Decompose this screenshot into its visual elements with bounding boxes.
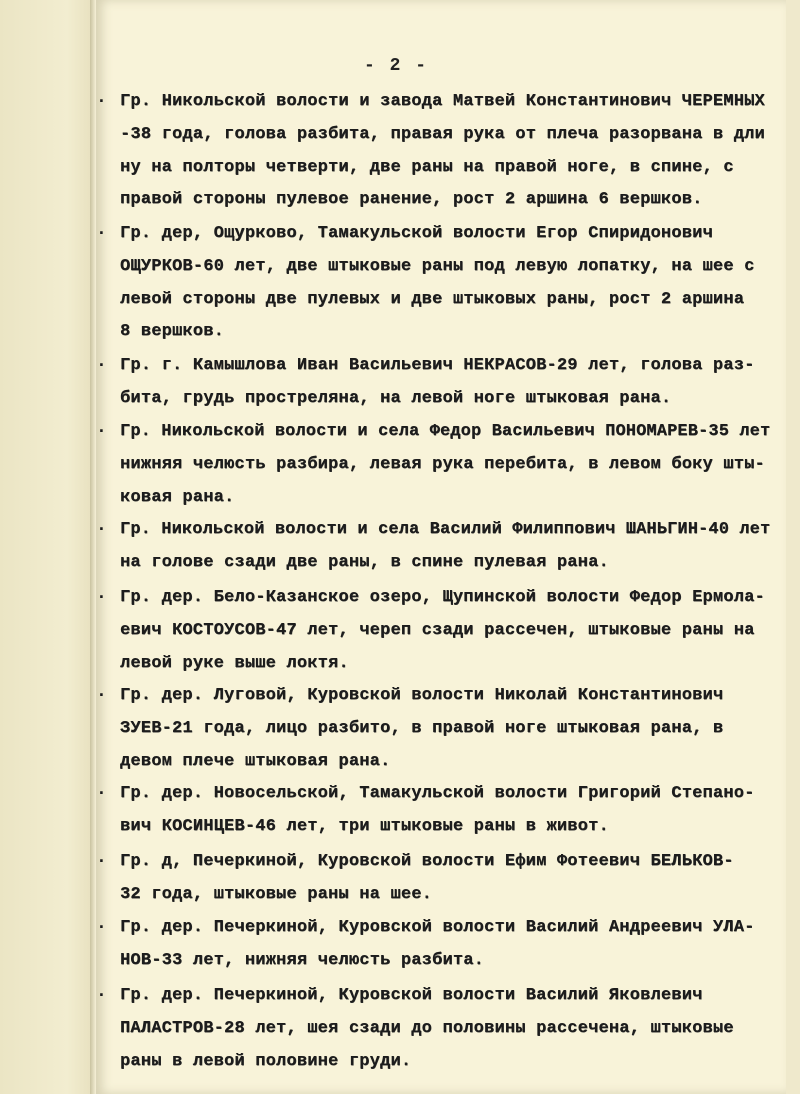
entry-line: ЗУЕВ-21 года, лицо разбито, в правой ноге штыковая рана, в — [120, 718, 724, 738]
entry-line: девом плече штыковая рана. — [120, 751, 391, 771]
entry-bullet: . — [96, 418, 107, 438]
entry-line: 8 вершков. — [120, 322, 225, 342]
entry-line: левой руке выше локтя. — [120, 653, 349, 673]
entry-line: Гр. дер. Печеркиной, Куровской волости Василий Яковлевич — [120, 986, 703, 1005]
entry-line: 32 года, штыковые раны на шее. — [120, 884, 433, 904]
entry-bullet: . — [96, 780, 107, 800]
entry-line: на голове сзади две раны, в спине пулевая рана. — [120, 552, 609, 572]
entry-line: нижняя челюсть разбира, левая рука перебита, в левом боку шты- — [120, 454, 765, 474]
entry-line: ОЩУРКОВ-60 лет, две штыковые раны под левую лопатку, на шее с — [120, 256, 755, 276]
entry-bullet: . — [96, 220, 107, 240]
entry-line: Гр. дер. Луговой, Куровской волости Николай Константинович — [120, 686, 724, 705]
entry-bullet: . — [96, 516, 107, 536]
entry-bullet: . — [96, 584, 107, 604]
entry-line: евич КОСТОУСОВ-47 лет, череп сзади рассечен, штыковые раны на — [120, 620, 755, 640]
entry-bullet: . — [96, 88, 107, 108]
page-number: - 2 - — [364, 56, 429, 76]
entry-line: Гр. г. Камышлова Иван Васильевич НЕКРАСОВ-29 лет, голова раз- — [120, 356, 755, 375]
entry-line: НОВ-33 лет, нижняя челюсть разбита. — [120, 950, 485, 970]
entry-bullet: . — [96, 352, 107, 372]
entry-line: ну на полторы четверти, две раны на правой ноге, в спине, с — [120, 157, 734, 177]
entry-line: вич КОСИНЦЕВ-46 лет, три штыковые раны в живот. — [120, 816, 609, 836]
entry-line: бита, грудь простреляна, на левой ноге штыковая рана. — [120, 388, 672, 408]
entry-line: раны в левой половине груди. — [120, 1051, 412, 1071]
entry-line: Гр. дер. Новосельской, Тамакульской волости Григорий Степано- — [120, 784, 755, 803]
entry-line: Гр. Никольской волости и села Федор Васильевич ПОНОМАРЕВ-35 лет — [120, 422, 771, 441]
entry-line: -38 года, голова разбита, правая рука от плеча разорвана в дли — [120, 124, 765, 144]
entry-line: левой стороны две пулевых и две штыковых раны, рост 2 аршина — [120, 289, 745, 309]
entry-line: Гр. дер. Бело-Казанское озеро, Щупинской волости Федор Ермола- — [120, 588, 765, 607]
entry-line: Гр. дер. Печеркиной, Куровской волости Василий Андреевич УЛА- — [120, 918, 755, 937]
entry-bullet: . — [96, 982, 107, 1002]
entry-bullet: . — [96, 682, 107, 702]
underlying-page — [0, 0, 96, 1094]
entry-bullet: . — [96, 848, 107, 868]
entry-line: ковая рана. — [120, 487, 235, 507]
entry-line: правой стороны пулевое ранение, рост 2 аршина 6 вершков. — [120, 190, 703, 210]
document-page — [96, 0, 786, 1094]
entry-line: Гр. Никольской волости и завода Матвей Константинович ЧЕРЕМНЫХ — [120, 92, 765, 111]
entry-line: ПАЛАСТРОВ-28 лет, шея сзади до половины рассечена, штыковые — [120, 1018, 734, 1038]
entry-line: Гр. дер, Ощурково, Тамакульской волости Егор Спиридонович — [120, 224, 713, 243]
entry-bullet: . — [96, 914, 107, 934]
entry-line: Гр. д, Печеркиной, Куровской волости Ефим Фотеевич БЕЛЬКОВ- — [120, 852, 734, 871]
entry-line: Гр. Никольской волости и села Василий Филиппович ШАНЬГИН-40 лет — [120, 520, 771, 539]
